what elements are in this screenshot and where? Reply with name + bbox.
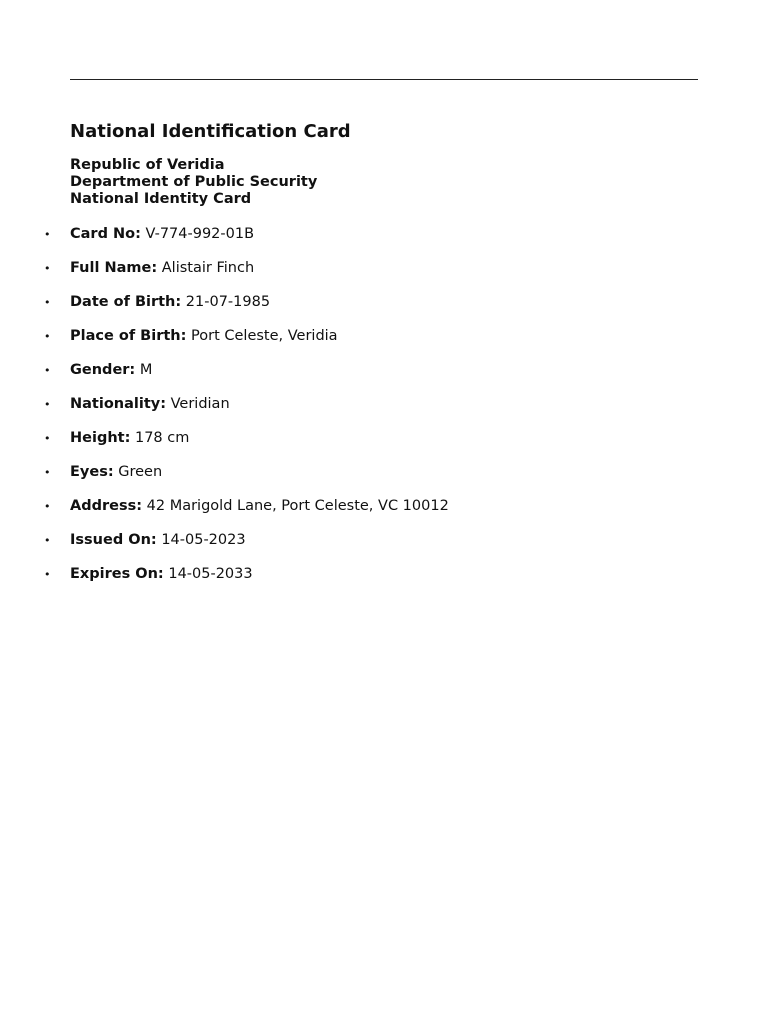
bullet: • <box>44 500 51 513</box>
field-eyes <box>44 464 449 481</box>
bullet: • <box>44 466 51 479</box>
bullet: • <box>44 330 51 343</box>
top-divider <box>70 79 698 80</box>
page-title: National Identification Card <box>70 121 351 142</box>
field-label: Card No: <box>70 226 141 242</box>
field-label: Nationality: <box>70 396 167 412</box>
field-value: Alistair Finch <box>161 260 255 276</box>
field-label: Height: <box>70 430 131 446</box>
field-value: 21-07-1985 <box>185 294 271 310</box>
bullet: • <box>44 534 51 547</box>
field-issued-on <box>44 532 449 549</box>
bullet: • <box>44 398 51 411</box>
bullet: • <box>44 432 51 445</box>
field-place-of-birth <box>44 328 449 345</box>
bullet: • <box>44 262 51 275</box>
bullet: • <box>44 364 51 377</box>
field-value: V-774-992-01B <box>145 226 255 242</box>
issuer-department: Department of Public Security <box>70 174 318 190</box>
field-card-no <box>44 226 449 243</box>
field-list <box>44 226 449 600</box>
field-value: 178 cm <box>134 430 190 446</box>
field-label: Issued On: <box>70 532 157 548</box>
issuer-block <box>70 157 317 208</box>
field-date-of-birth <box>44 294 449 311</box>
field-value: Green <box>118 464 163 480</box>
issuer-document-type: National Identity Card <box>70 191 252 207</box>
field-value: Veridian <box>170 396 230 412</box>
field-value: 42 Marigold Lane, Port Celeste, VC 10012 <box>146 498 449 514</box>
field-label: Date of Birth: <box>70 294 182 310</box>
field-value: 14-05-2023 <box>161 532 246 548</box>
field-label: Expires On: <box>70 566 164 582</box>
field-height <box>44 430 449 447</box>
field-value: 14-05-2033 <box>168 566 253 582</box>
field-gender <box>44 362 449 379</box>
issuer-country: Republic of Veridia <box>70 157 225 173</box>
field-expires-on <box>44 566 449 583</box>
field-label: Gender: <box>70 362 136 378</box>
field-nationality <box>44 396 449 413</box>
field-value: M <box>139 362 153 378</box>
field-label: Place of Birth: <box>70 328 187 344</box>
bullet: • <box>44 568 51 581</box>
field-value: Port Celeste, Veridia <box>191 328 338 344</box>
field-label: Eyes: <box>70 464 114 480</box>
bullet: • <box>44 228 51 241</box>
field-label: Full Name: <box>70 260 158 276</box>
field-full-name <box>44 260 449 277</box>
field-address <box>44 498 449 515</box>
bullet: • <box>44 296 51 309</box>
field-label: Address: <box>70 498 143 514</box>
